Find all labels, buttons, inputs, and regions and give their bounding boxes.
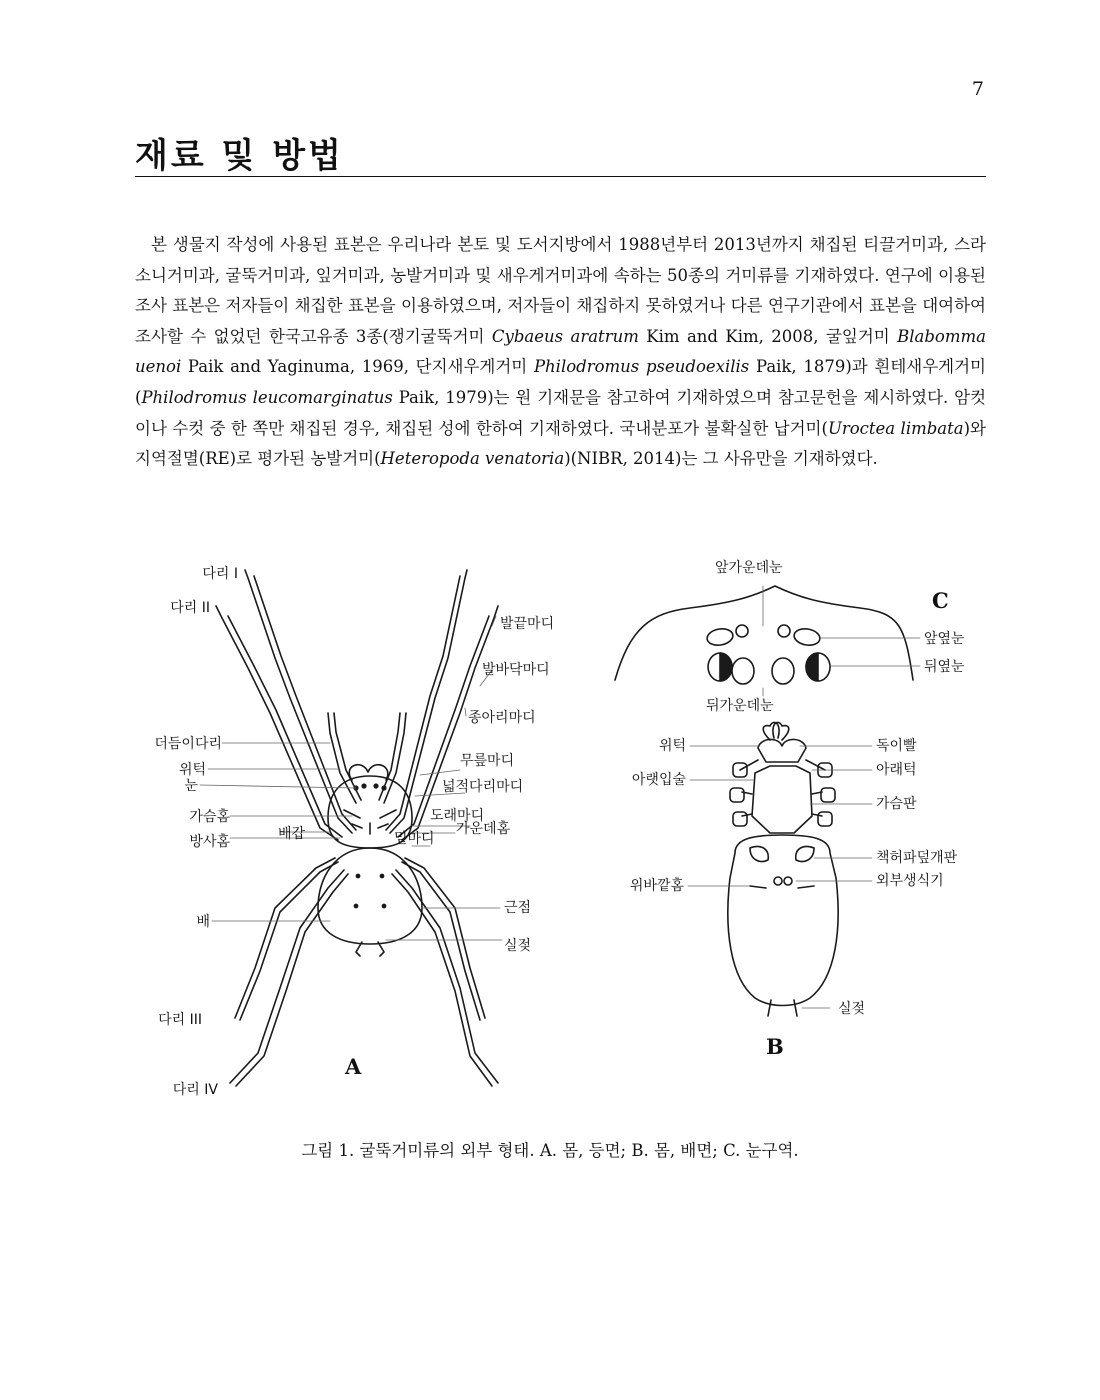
title-rule [135,176,986,177]
label-fovea: 가슴홈 [189,809,230,825]
label-chelicera-a: 위턱 [178,762,206,778]
label-epigastric: 위바깥홈 [629,878,684,894]
label-metatarsus: 발바닥마디 [482,662,550,678]
body-text-segment: )(NIBR, 2014)는 그 사유만을 기재하였다. [564,449,878,469]
body-text-segment: Paik and Yaginuma, 1969, 단지새우게거미 [181,357,534,377]
panel-b-drawing [688,722,872,1016]
label-tibia: 종아리마디 [468,710,536,726]
label-chelicera-b: 위턱 [658,738,686,754]
label-eye: 눈 [184,778,198,794]
label-leg2: 다리 II [170,600,210,616]
body-paragraph [135,230,986,475]
species-name: Cybaeus aratrum [491,326,639,346]
label-labium: 아랫입술 [631,772,686,788]
body-text-segment: Kim and Kim, 2008, 굴잎거미 [638,326,898,346]
label-carapace: 배갑 [278,826,306,842]
label-epigynum: 외부생식기 [876,873,944,889]
label-sternum: 가슴판 [876,796,917,812]
body-text-segment: Paik, 1879)과 흰테새우게거미( [135,357,986,407]
panel-letter-a: A [345,1054,362,1079]
label-coxa: 밑마디 [394,831,435,847]
label-ale: 앞옆눈 [924,631,965,647]
label-fang: 독이빨 [876,738,917,754]
label-patella: 무릎마디 [460,753,515,769]
label-leg4: 다리 IV [172,1082,218,1098]
panel-letter-c: C [932,588,949,613]
label-abdomen: 배 [196,914,210,930]
label-trochanter: 도래마디 [430,808,485,824]
label-spinneret-a: 실젖 [504,938,532,954]
label-ame: 앞가운데눈 [715,560,783,576]
body-text-segment: 본 생물지 작성에 사용된 표본은 우리나라 본토 및 도서지방에서 1988년부터 2013년까지 채집된 티끌거미과, 스라소니거미과, 굴뚝거미과, 잎거미과, 농발거미과 및 새우게거미과에 속하는 50종의 거미류를 기재하였다. 연구에 이용된 조사 표본은 저자들이 채집한 표본을 이용하였으며, 저자들이 채집하지 못하였거나 다른 연구기관에서 표본을 대여하여 조사할 수 없었던 한국고유종 3종(쟁기굴뚝거미 [135,235,986,346]
label-endite: 아래턱 [876,762,917,778]
label-leg1: 다리 I [202,566,238,582]
figure-caption: 그림 1. 굴뚝거미류의 외부 형태. A. 몸, 등면; B. 몸, 배면; C. 눈구역. [301,1141,799,1160]
page-number: 7 [971,78,984,100]
body-text-segment: Paik, 1979)는 원 기재문을 참고하여 기재하였으며 참고문헌을 제시하였다. 암컷이나 수컷 중 한 쪽만 채집된 경우, 채집된 성에 한하여 기재하였다. 국내분포가 불확실한 납거미( [135,387,987,438]
section-title: 재료 및 방법 [135,136,344,176]
species-name: Philodromus pseudoexilis [533,357,750,377]
body-text-segment: )와 지역절멸(RE)로 평가된 농발거미( [135,418,987,469]
label-radial-groove: 방사홈 [189,834,230,850]
label-sigilla: 근점 [504,900,532,916]
label-leg3: 다리 III [158,1012,202,1028]
species-name: Philodromus leucomarginatus [141,387,393,407]
label-median-groove: 가운데홈 [456,821,511,837]
panel-c-drawing [615,586,920,696]
species-name: Uroctea limbata [827,418,964,438]
label-pedipalp: 더듬이다리 [154,736,222,752]
label-pme: 뒤가운데눈 [706,698,774,714]
species-name: Heteropoda venatoria [380,449,565,469]
label-booklung: 책허파덮개판 [876,850,958,866]
species-name: Blabomma uenoi [135,326,986,377]
label-femur: 넓적다리마디 [442,779,524,795]
label-spinneret-b: 실젖 [838,1001,866,1017]
figure-1 [130,548,990,1108]
spider-illustration [130,548,990,1108]
panel-letter-b: B [766,1034,784,1059]
label-ple: 뒤옆눈 [924,659,965,675]
label-tarsus: 발끝마디 [500,616,555,632]
